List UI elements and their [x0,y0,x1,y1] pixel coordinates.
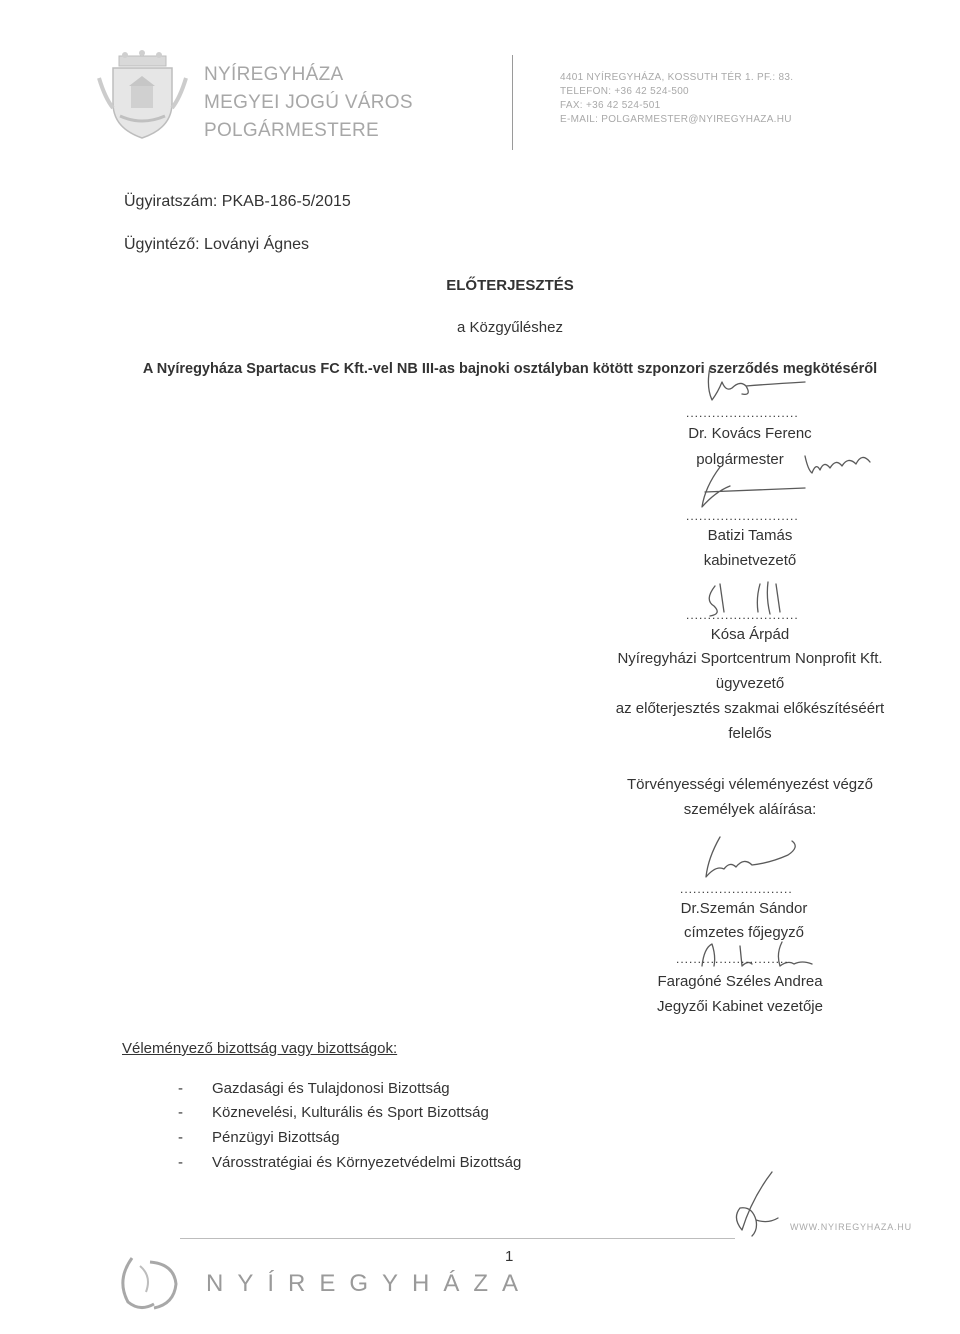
page-number: 1 [505,1248,514,1265]
mayor-signature-line: .......................... [686,406,799,420]
list-item [178,1080,578,1100]
committee-name: Köznevelési, Kulturális és Sport Bizottság [212,1104,489,1121]
committees-heading: Véleményező bizottság vagy bizottságok: [122,1040,398,1057]
contact-email: E-MAIL: POLGARMESTER@NYIREGYHAZA.HU [560,114,792,125]
website-url: WWW.NYIREGYHAZA.HU [790,1222,912,1232]
city-coat-of-arms [95,48,190,143]
committee-name: Gazdasági és Tulajdonosi Bizottság [212,1080,450,1097]
committee-name: Pénzügyi Bizottság [212,1129,340,1146]
mayor-name: Dr. Kovács Ferenc [688,425,812,442]
contact-address: 4401 NYÍREGYHÁZA, KOSSUTH TÉR 1. PF.: 83. [560,72,794,83]
header-divider [512,55,513,150]
sportcentrum-org: Nyíregyházi Sportcentrum Nonprofit Kft. [617,650,883,667]
notary-role: címzetes főjegyző [683,924,805,941]
legality-heading-1: Törvényességi véleményezést végző [627,776,873,793]
sportcentrum-signature-line: .......................... [686,608,799,622]
list-item [178,1104,578,1124]
document-subject: A Nyíregyháza Spartacus FC Kft.-vel NB III-as bajnoki osztályban kötött szponzori szerződés megkötéséről [142,361,878,377]
document-title: ELŐTERJESZTÉS [446,277,574,294]
cabinet-role: kabinetvezető [703,552,797,569]
org-name-line-1: NYÍREGYHÁZA [204,64,344,85]
case-number: Ügyiratszám: PKAB-186-5/2015 [124,193,351,210]
cabinet-head-name: Faragóné Széles Andrea [657,973,823,990]
list-item [178,1129,578,1149]
list-item [178,1154,578,1174]
initials-signature [800,448,880,483]
footer-divider [180,1238,735,1239]
cabinet-head-role: Jegyzői Kabinet vezetője [657,998,823,1015]
list-dash: - [178,1129,183,1146]
legality-heading-2: személyek aláírása: [683,801,817,818]
list-dash: - [178,1154,183,1171]
cabinet-name: Batizi Tamás [707,527,793,544]
footer-city-name: NYÍREGYHÁZA [206,1270,533,1297]
notary-name: Dr.Szemán Sándor [680,900,808,917]
list-dash: - [178,1104,183,1121]
contact-phone: TELEFON: +36 42 524-500 [560,86,689,97]
list-dash: - [178,1080,183,1097]
cabinet-signature [690,462,810,512]
org-name-line-2: MEGYEI JOGÚ VÁROS [204,92,413,113]
contact-fax: FAX: +36 42 524-501 [560,100,661,111]
notary-signature-line: .......................... [680,882,793,896]
sportcentrum-name: Kósa Árpád [710,626,790,643]
sportcentrum-note-2: felelős [728,725,772,742]
document-addressee: a Közgyűléshez [457,319,563,336]
notary-signature [700,833,820,883]
mayor-role: polgármester [696,451,784,468]
mayor-signature [700,362,810,407]
city-logo-icon [110,1252,190,1314]
sportcentrum-role: ügyvezető [715,675,785,692]
cabinet-signature-line: .......................... [686,509,799,523]
approval-initials [712,1168,792,1243]
committee-name: Városstratégiai és Környezetvédelmi Bizottság [212,1154,522,1171]
org-name-line-3: POLGÁRMESTERE [204,120,379,141]
case-officer: Ügyintéző: Loványi Ágnes [124,236,309,253]
sportcentrum-note-1: az előterjesztés szakmai előkészítéséért [615,700,885,717]
cabinet-head-signature-line: .......................... [676,952,789,966]
